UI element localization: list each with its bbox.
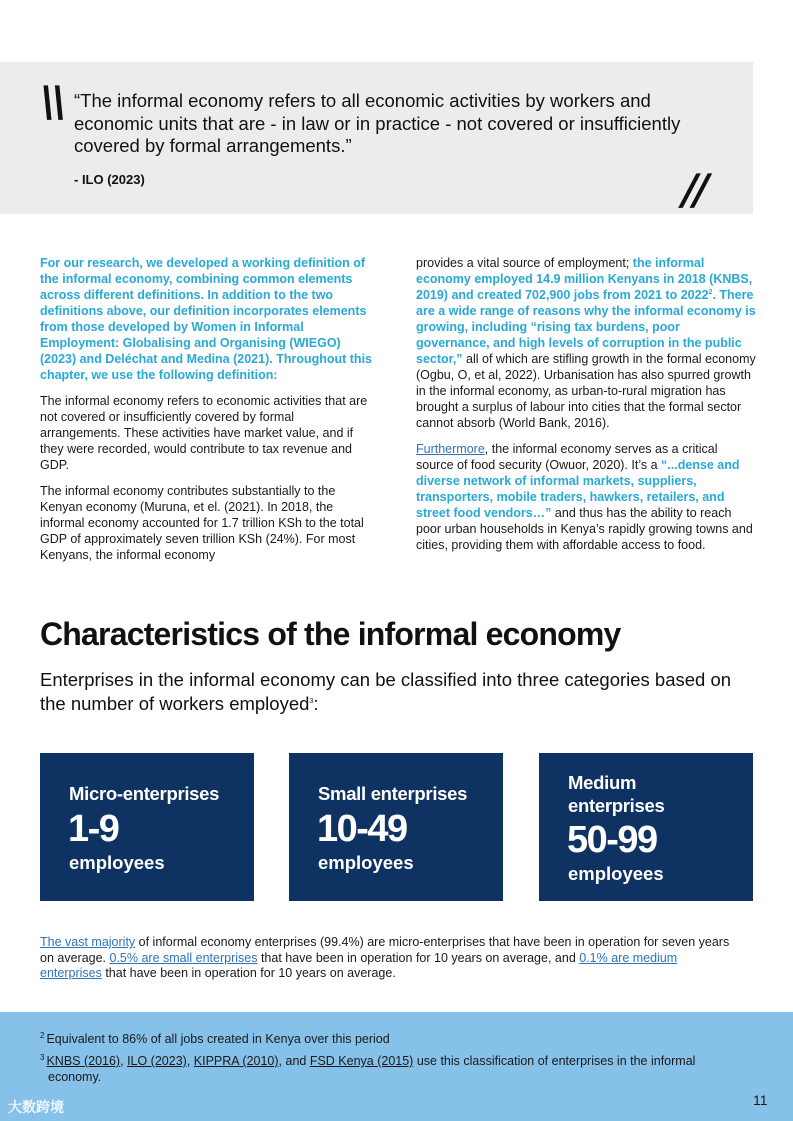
footnote-3-sep-2: , xyxy=(186,1054,194,1068)
watermark: 大数跨境 xyxy=(8,1099,64,1115)
employment-paragraph xyxy=(416,255,756,431)
card-unit: employees xyxy=(318,852,414,873)
page-number: 11 xyxy=(753,1092,768,1108)
employment-highlight-a: the informal economy employed 14.9 million Kenyans in 2018 (KNBS, 2019) and created 702,900 jobs from 2021 to 2022 xyxy=(416,256,753,302)
card-label: Micro-enterprises xyxy=(69,783,220,804)
food-security-paragraph xyxy=(416,441,756,553)
employment-text-end: all of which are stifling growth in the formal economy (Ogbu, O, et al, 2022). Urbanisation has also spurred growth in the informal economy, as urban-to-rural migration has brought a surplus of labour into cities that the formal sector cannot absorb (World Bank, 2016). xyxy=(416,352,756,430)
medium-enterprises-link[interactable]: 0.1% are medium enterprises xyxy=(40,950,678,980)
quote-author: - ILO (2023) xyxy=(74,172,145,187)
stats-text-2: that have been in operation for 10 years on average, and xyxy=(257,950,580,965)
enterprise-stats-paragraph xyxy=(40,935,740,982)
furthermore-link[interactable]: Furthermore xyxy=(416,442,485,456)
footnote-3-sep-1: , xyxy=(120,1054,128,1068)
employment-highlight-b: . There are a wide range of reasons why the informal economy is growing, including “rising tax burdens, poor governance, and high levels of corruption in the public sector,” xyxy=(416,288,756,366)
card-unit: employees xyxy=(568,863,664,884)
footnote-3 xyxy=(40,1053,720,1085)
stats-text-1: of informal economy enterprises (99.4%) are micro-enterprises that have been in operation for seven years on average. xyxy=(40,935,730,965)
card-unit: employees xyxy=(69,852,165,873)
footnote-2-text: Equivalent to 86% of all jobs created in Kenya over this period xyxy=(46,1032,390,1046)
fsd-kenya-link[interactable]: FSD Kenya (2015) xyxy=(309,1054,414,1068)
food-security-highlight: “...dense and diverse network of informal markets, suppliers, transporters, mobile traders, hawkers, retailers, and street food vendors…” xyxy=(416,458,740,520)
medium-enterprises-card xyxy=(539,753,753,901)
quote-text: “The informal economy refers to all economic activities by workers and economic units that are - in law or in practice - not covered or insufficiently covered by formal arrangements.” xyxy=(74,90,681,156)
vast-majority-link[interactable]: The vast majority xyxy=(40,935,136,949)
open-quote-mark-icon: \\ xyxy=(34,77,69,126)
ilo-link[interactable]: ILO (2023) xyxy=(127,1054,187,1068)
footnote-ref-2[interactable]: 2 xyxy=(708,288,713,296)
subtitle-end: : xyxy=(313,692,319,714)
micro-enterprises-card xyxy=(40,753,254,901)
small-enterprises-link[interactable]: 0.5% are small enterprises xyxy=(109,950,258,965)
intro-highlight: For our research, we developed a working definition of the informal economy, combining common elements across different definitions. In addition to the two definitions above, our definition incorporates elements from those developed by Women in Informal Employment: Globalising and Organising (WIEGO) (2023) and Deléchat and Medina (2021). Throughout this chapter, we use the following definition: xyxy=(40,256,372,382)
card-range: 1-9 xyxy=(68,808,119,850)
card-range: 50-99 xyxy=(567,819,657,861)
close-quote-mark-icon: // xyxy=(676,165,711,214)
footnote-ref-3[interactable]: 3 xyxy=(309,697,314,705)
section-subtitle xyxy=(40,668,740,715)
section-title: Characteristics of the informal economy xyxy=(40,616,621,652)
card-label: Small enterprises xyxy=(318,783,468,804)
left-column xyxy=(40,255,375,573)
footnote-3-text: use this classification of enterprises in the informal economy. xyxy=(48,1054,696,1084)
footnote-3-sep-3: , and xyxy=(278,1054,310,1068)
knbs-link[interactable]: KNBS (2016) xyxy=(46,1054,121,1068)
card-label: Medium enterprises xyxy=(568,772,665,816)
stats-text-3: that have been in operation for 10 years on average. xyxy=(101,966,396,980)
small-enterprises-card xyxy=(289,753,503,901)
footnote-2-number: 2 xyxy=(40,1030,45,1040)
right-column xyxy=(416,255,756,563)
contribution-paragraph: The informal economy contributes substantially to the Kenyan economy (Muruna, et el. (2021). In 2018, the informal economy accounted for 1.7 trillion KSh to the total GDP of approximately seven trillion KSh (24%). For most Kenyans, the informal economy xyxy=(40,484,364,562)
employment-text-start: provides a vital source of employment; xyxy=(416,256,633,270)
footnote-3-number: 3 xyxy=(40,1052,45,1062)
food-security-text-start: , the informal economy serves as a critical source of food security (Owuor, 2020). It’s a xyxy=(416,442,718,472)
card-range: 10-49 xyxy=(317,808,407,850)
kippra-link[interactable]: KIPPRA (2010) xyxy=(193,1054,279,1068)
food-security-text-end: and thus has the ability to reach poor urban households in Kenya’s rapidly growing towns and cities, providing them with affordable access to food. xyxy=(416,506,753,552)
subtitle-text: Enterprises in the informal economy can be classified into three categories based on the number of workers employed xyxy=(40,669,732,714)
definition-paragraph: The informal economy refers to economic activities that are not covered or insufficiently covered by formal arrangements. These activities have market value, and if they were recorded, would contribute to tax revenue and GDP. xyxy=(40,394,368,472)
footnote-2 xyxy=(40,1031,720,1047)
